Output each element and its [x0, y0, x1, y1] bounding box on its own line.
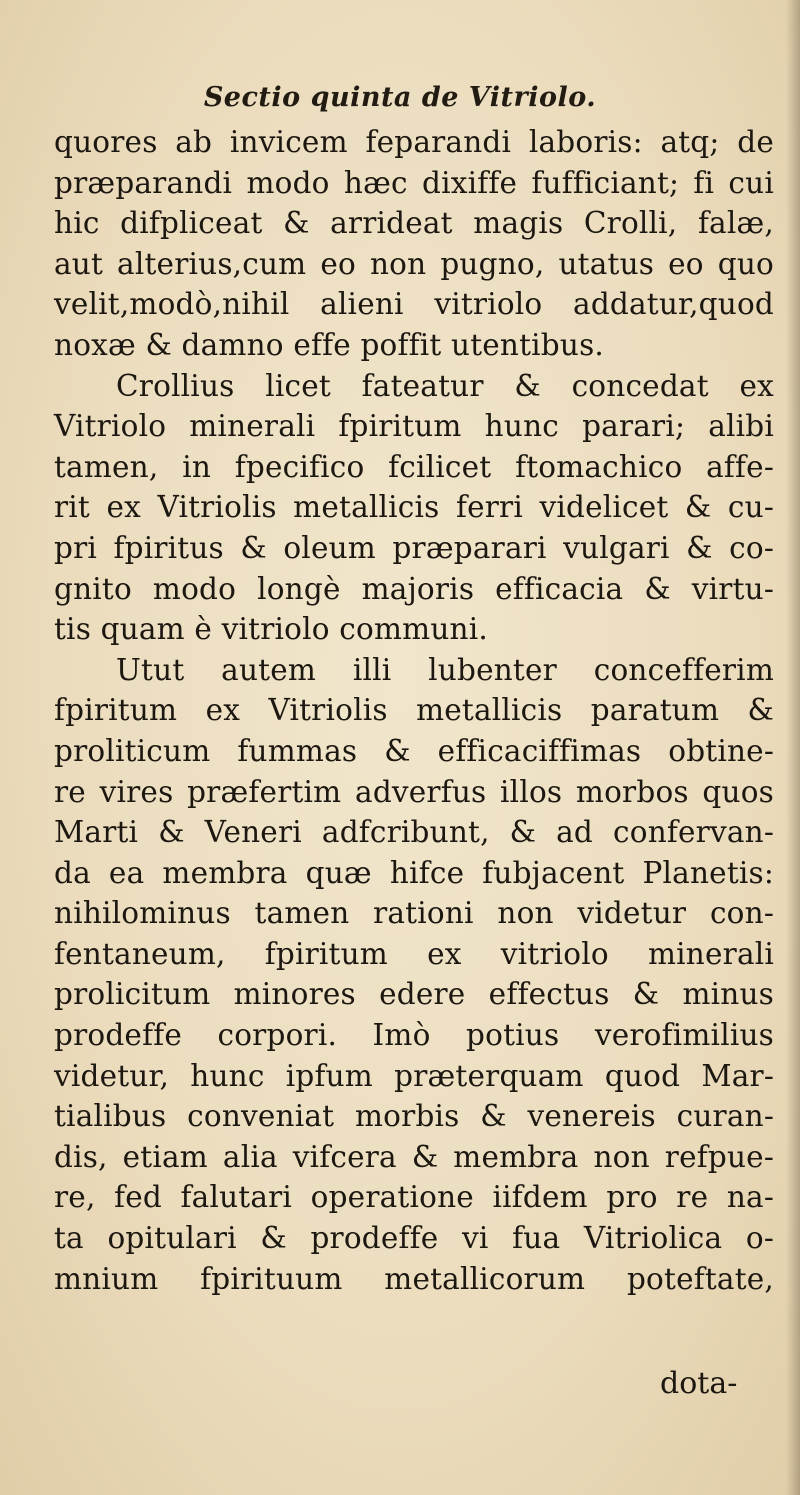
- text-line: dis, etiam alia vifcera & membra non refpue-: [54, 1139, 774, 1174]
- text-line: gnito modo longè majoris efficacia & virtu-: [54, 571, 774, 606]
- text-line: Vitriolo minerali fpiritum hunc parari; alibi: [54, 409, 774, 444]
- text-line: rit ex Vitriolis metallicis ferri videlicet & cu-: [54, 490, 774, 525]
- text-line: hic difpliceat & arrideat magis Crolli, falæ,: [54, 206, 774, 241]
- text-line: aut alterius,cum eo non pugno, utatus eo quo: [54, 246, 774, 281]
- text-line: mnium fpirituum metallicorum poteftate,: [54, 1261, 774, 1296]
- text-line: quores ab invicem feparandi laboris: atq; de: [54, 125, 774, 159]
- text-line: prolicitum minores edere effectus & minus: [54, 977, 774, 1012]
- text-line: fentaneum, fpiritum ex vitriolo minerali: [54, 936, 774, 971]
- text-line: noxæ & damno effe poffit utentibus.: [54, 327, 604, 362]
- text-line: pri fpiritus & oleum præparari vulgari & co-: [54, 530, 774, 565]
- text-line: prodeffe corpori. Imò potius verofimilius: [54, 1018, 774, 1053]
- text-line: fpiritum ex Vitriolis metallicis paratum &: [54, 693, 774, 728]
- text-line: ta opitulari & prodeffe vi fua Vitriolica o-: [54, 1221, 774, 1256]
- text-line: Marti & Veneri adfcribunt, & ad confervan-: [54, 815, 774, 850]
- text-line: videtur, hunc ipfum præterquam quod Mar-: [54, 1058, 774, 1093]
- text-line: tialibus conveniat morbis & venereis curan-: [54, 1099, 774, 1134]
- text-line: nihilominus tamen rationi non videtur con-: [54, 896, 774, 931]
- text-line: Crollius licet fateatur & concedat ex: [116, 368, 774, 403]
- running-head: Sectio quinta de Vitriolo.: [203, 82, 597, 113]
- page-edge-shadow: [786, 0, 800, 1495]
- text-line: Utut autem illi lubenter concefferim: [116, 652, 774, 687]
- text-line: velit,modò,nihil alieni vitriolo addatur,quod: [54, 287, 774, 322]
- text-line: da ea membra quæ hifce fubjacent Planetis:: [54, 855, 774, 890]
- catchword: dota-: [660, 1366, 738, 1401]
- text-line: præparandi modo hæc dixiffe fufficiant; fi cui: [54, 165, 774, 200]
- body-text: [54, 122, 774, 1299]
- text-line: re, fed falutari operatione iifdem pro re na-: [54, 1180, 774, 1215]
- text-line: tamen, in fpecifico fcilicet ftomachico affe-: [54, 449, 774, 484]
- text-line: re vires præfertim adverfus illos morbos quos: [54, 774, 774, 809]
- text-line: proliticum fummas & efficaciffimas obtine-: [54, 733, 774, 768]
- text-line: tis quam è vitriolo communi.: [54, 612, 488, 647]
